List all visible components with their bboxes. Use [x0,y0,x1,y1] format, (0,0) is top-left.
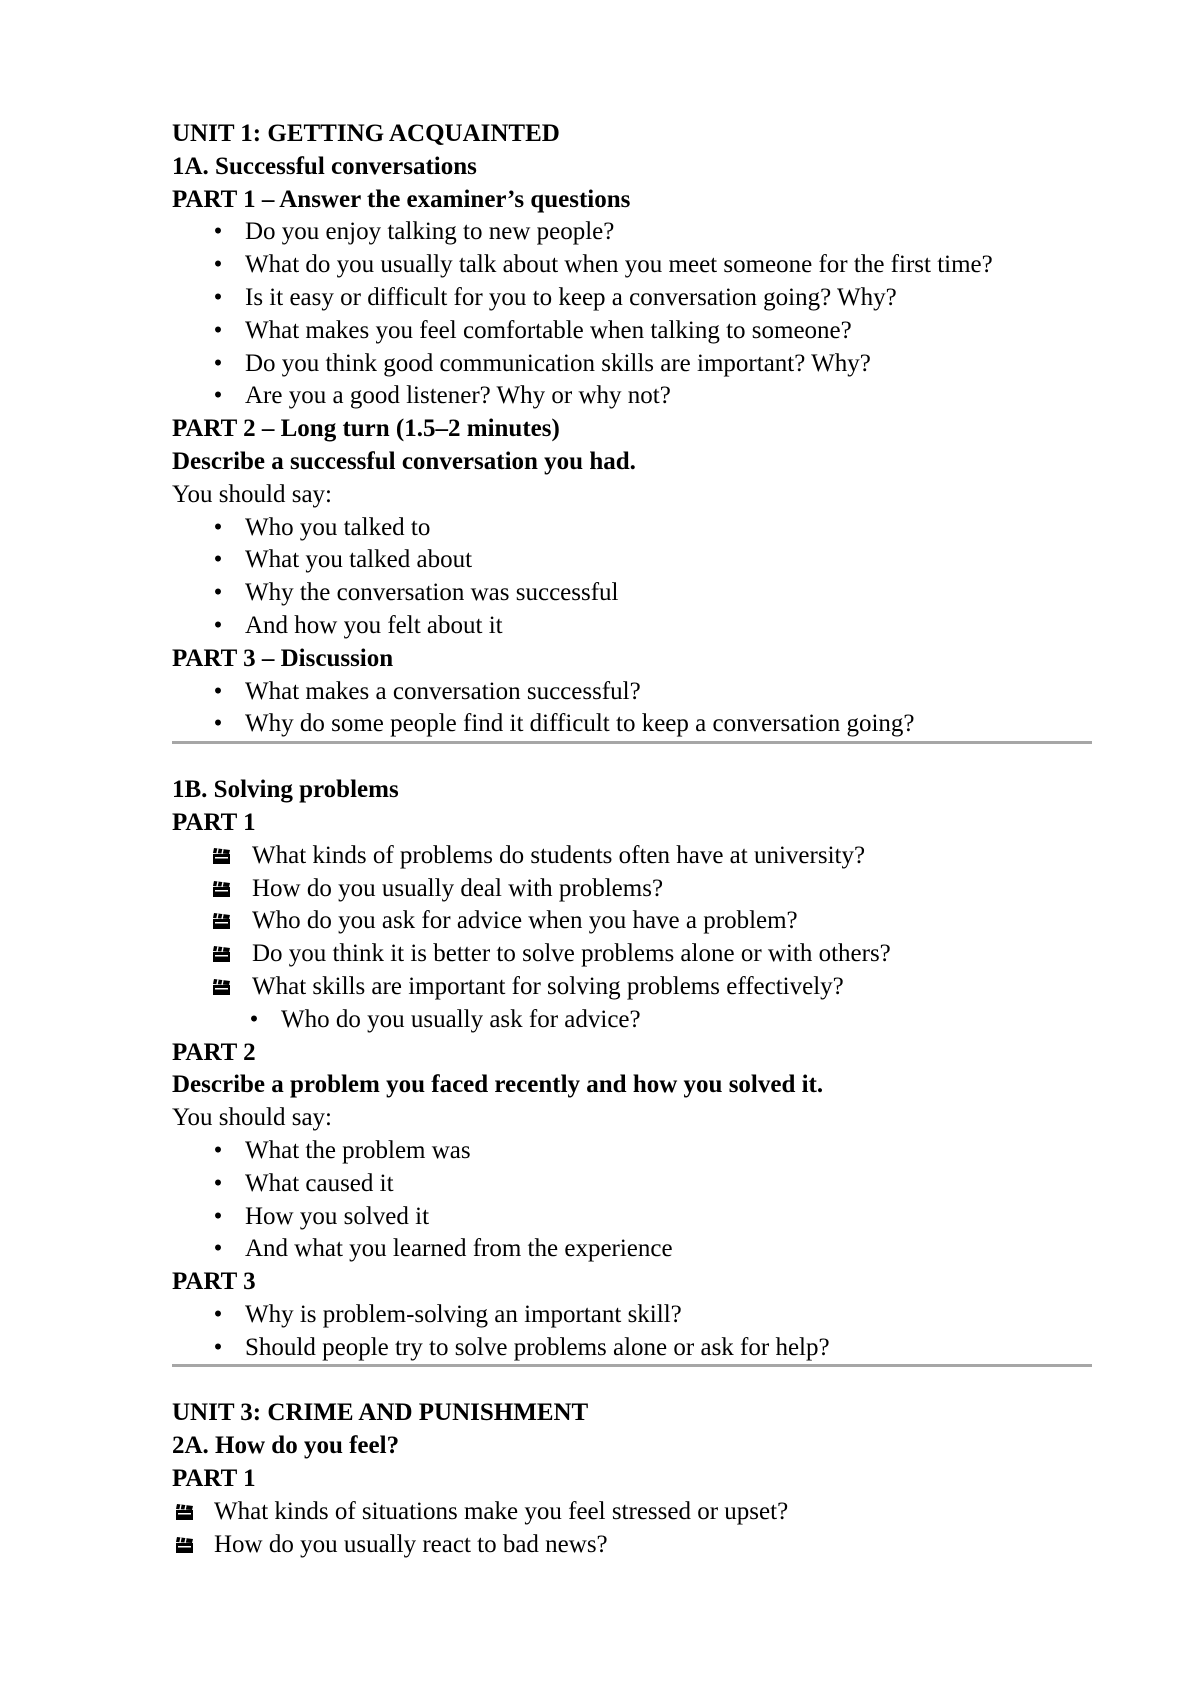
bullet-icon: • [249,1005,259,1033]
bullet-icon: • [213,1333,223,1361]
section-1b-part1-heading: PART 1 [172,808,256,836]
section-1b-part3-heading: PART 3 [172,1268,256,1296]
section-1b-part2-points [172,1135,1092,1266]
list-item: • Should people try to solve problems alone or ask for help? [172,1332,1092,1365]
bullet-icon: • [213,349,223,377]
bullet-icon: • [213,611,223,639]
section-divider [172,1364,1092,1367]
list-item: How do you usually deal with problems? [172,873,1092,906]
list-item: • How you solved it [172,1201,1092,1234]
list-item: What skills are important for solving problems effectively? [172,971,1092,1004]
clapperboard-icon [212,945,232,963]
clapperboard-icon [175,1536,195,1554]
bullet-icon: • [213,1136,223,1164]
section-1b-title: 1B. Solving problems [172,776,399,804]
section-1b-part2-heading: PART 2 [172,1038,256,1066]
section-1a-part2-heading: PART 2 – Long turn (1.5–2 minutes) [172,415,560,443]
list-item: Who do you ask for advice when you have a problem? [172,905,1092,938]
bullet-icon: • [213,546,223,574]
list-item: How do you usually react to bad news? [172,1529,1092,1562]
bullet-icon: • [213,251,223,279]
section-1a-part2-points [172,512,1092,643]
section-1b-part3-questions [172,1299,1092,1365]
section-2a-title: 2A. How do you feel? [172,1432,400,1460]
section-2a-part1-heading: PART 1 [172,1465,256,1493]
list-item: • Who you talked to [172,512,1092,545]
section-1a-part1-questions [172,216,1092,413]
section-1a-part2-intro: You should say: [172,480,332,508]
list-item: • Are you a good listener? Why or why not? [172,380,1092,413]
list-item-sub: • Who do you usually ask for advice? [172,1004,1092,1037]
bullet-icon: • [213,513,223,541]
list-item: • Why is problem-solving an important skill? [172,1299,1092,1332]
bullet-icon: • [213,218,223,246]
list-item: • What makes you feel comfortable when talking to someone? [172,315,1092,348]
document-page [172,118,1092,1561]
bullet-icon: • [213,316,223,344]
bullet-icon: • [213,710,223,738]
section-1b-part2-intro: You should say: [172,1104,332,1132]
section-1a-part1-heading: PART 1 – Answer the examiner’s questions [172,185,631,213]
bullet-icon: • [213,579,223,607]
unit3-title: UNIT 3: CRIME AND PUNISHMENT [172,1399,589,1427]
section-1b-part1-questions [172,840,1092,1037]
section-1a-title: 1A. Successful conversations [172,152,477,180]
list-item: • Why do some people find it difficult to keep a conversation going? [172,708,1092,741]
list-item: • Do you enjoy talking to new people? [172,216,1092,249]
bullet-icon: • [213,1169,223,1197]
list-item: What kinds of situations make you feel stressed or upset? [172,1496,1092,1529]
list-item: Do you think it is better to solve problems alone or with others? [172,938,1092,971]
clapperboard-icon [175,1503,195,1521]
bullet-icon: • [213,382,223,410]
bullet-icon: • [213,677,223,705]
list-item: • What makes a conversation successful? [172,676,1092,709]
bullet-icon: • [213,1202,223,1230]
list-item: • What caused it [172,1168,1092,1201]
clapperboard-icon [212,847,232,865]
bullet-icon: • [213,1235,223,1263]
list-item: • What you talked about [172,544,1092,577]
section-1a-part2-task: Describe a successful conversation you had. [172,447,636,475]
list-item: • What the problem was [172,1135,1092,1168]
clapperboard-icon [212,912,232,930]
list-item: • Do you think good communication skills are important? Why? [172,348,1092,381]
section-1b-part2-task: Describe a problem you faced recently and how you solved it. [172,1071,824,1099]
list-item: • Is it easy or difficult for you to keep a conversation going? Why? [172,282,1092,315]
list-item: • And how you felt about it [172,610,1092,643]
list-item: • Why the conversation was successful [172,577,1092,610]
clapperboard-icon [212,978,232,996]
section-2a-part1-questions [172,1496,1092,1562]
list-item: • And what you learned from the experience [172,1233,1092,1266]
bullet-icon: • [213,1300,223,1328]
unit1-title: UNIT 1: GETTING ACQUAINTED [172,120,560,147]
bullet-icon: • [213,283,223,311]
section-1a-part3-heading: PART 3 – Discussion [172,644,394,672]
list-item: What kinds of problems do students often have at university? [172,840,1092,873]
section-divider [172,741,1092,744]
list-item: • What do you usually talk about when you meet someone for the first time? [172,249,1105,282]
section-1a-part3-questions [172,676,1092,742]
clapperboard-icon [212,880,232,898]
